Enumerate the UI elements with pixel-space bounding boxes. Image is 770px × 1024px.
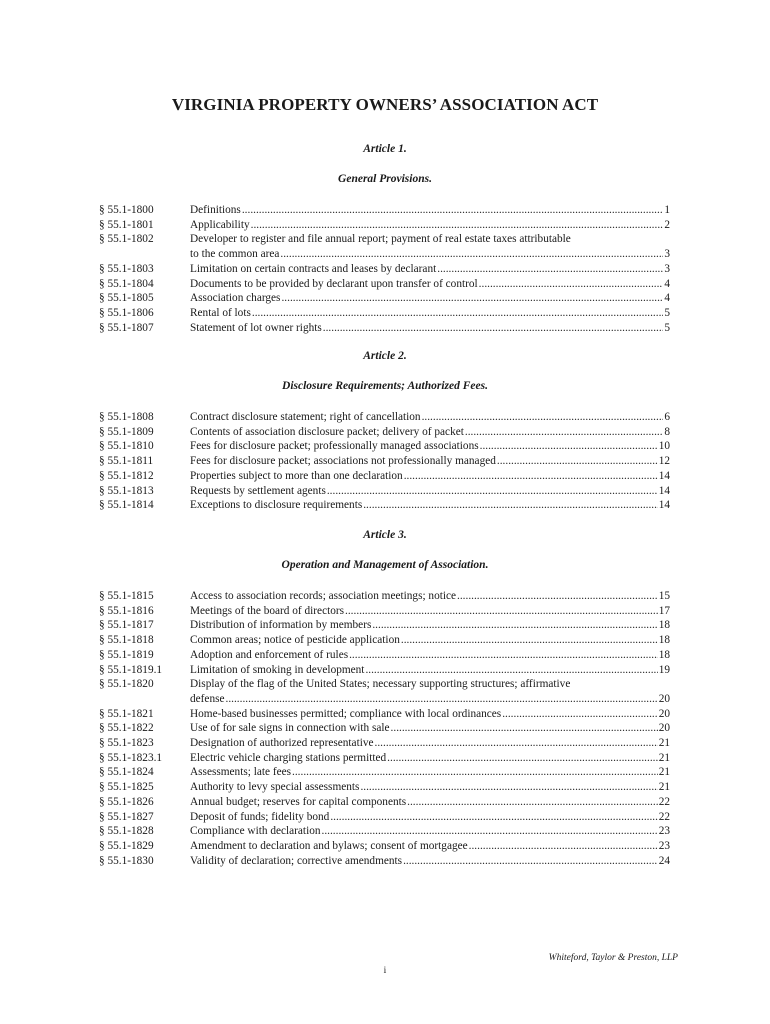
toc-entry-body [190, 721, 670, 736]
toc-entry-body [190, 425, 670, 440]
toc-entry-body [190, 839, 670, 854]
section-title: Requests by settlement agents [190, 484, 326, 497]
dot-leader [457, 589, 658, 604]
page-reference: 14 [658, 469, 670, 482]
section-number: § 55.1-1807 [99, 321, 154, 334]
toc-entry [0, 663, 770, 678]
section-number: § 55.1-1814 [99, 499, 154, 512]
toc-entry [0, 810, 770, 825]
page-reference: 12 [658, 455, 670, 468]
section-title: Use of for sale signs in connection with sale [190, 722, 390, 735]
toc-line [190, 425, 670, 440]
toc-entry [0, 604, 770, 619]
section-number: § 55.1-1809 [99, 425, 154, 438]
section-number: § 55.1-1803 [99, 262, 154, 275]
toc-line [190, 484, 670, 499]
section-title: Distribution of information by members [190, 619, 372, 632]
toc-line [190, 824, 670, 839]
section-title: Exceptions to disclosure requirements [190, 499, 363, 512]
section-title: Adoption and enforcement of rules [190, 648, 349, 661]
page-reference: 6 [664, 411, 670, 423]
toc-line [190, 692, 670, 707]
toc-entry-body [190, 780, 670, 795]
toc-line [190, 321, 670, 336]
page-reference: 21 [658, 766, 670, 779]
toc-entry [0, 321, 770, 336]
article-2 [0, 350, 770, 513]
toc-line [190, 262, 670, 277]
toc-entry-body [190, 824, 670, 839]
toc-entry-body [190, 410, 670, 425]
section-title-continued: defense [190, 692, 225, 705]
toc-line [190, 589, 670, 604]
toc-line [190, 751, 670, 766]
toc-entry [0, 425, 770, 440]
section-title: Applicability [190, 218, 250, 231]
page-reference: 22 [658, 795, 670, 808]
toc-line [190, 247, 670, 262]
article-subtitle: Operation and Management of Association. [281, 559, 489, 571]
dot-leader [327, 484, 658, 499]
toc-entry-body [190, 306, 670, 321]
dot-leader [479, 277, 664, 292]
dot-leader [375, 736, 658, 751]
section-title: Statement of lot owner rights [190, 321, 322, 334]
dot-leader [330, 810, 657, 825]
toc-entry-body [190, 795, 670, 810]
toc-entry-body [190, 203, 670, 218]
toc-entry-body [190, 633, 670, 648]
dot-leader [404, 469, 658, 484]
toc-entry [0, 707, 770, 722]
section-title: Electric vehicle charging stations permitted [190, 751, 387, 764]
section-title: Validity of declaration; corrective amendments [190, 854, 403, 867]
dot-leader [465, 425, 663, 440]
dot-leader [407, 795, 658, 810]
toc-entry [0, 454, 770, 469]
toc-line [190, 454, 670, 469]
toc-entry [0, 306, 770, 321]
section-number: § 55.1-1825 [99, 781, 154, 794]
page-reference: 22 [658, 810, 670, 823]
article-heading: Article 1. [363, 143, 407, 155]
section-title: Assessments; late fees [190, 766, 292, 779]
section-number: § 55.1-1824 [99, 766, 154, 779]
section-title: Annual budget; reserves for capital components [190, 795, 407, 808]
section-title: Contract disclosure statement; right of cancellation [190, 411, 421, 423]
section-number: § 55.1-1828 [99, 825, 154, 838]
dot-leader [345, 604, 658, 619]
toc-entry-body [190, 232, 670, 261]
section-number: § 55.1-1800 [99, 204, 154, 216]
toc-line [190, 707, 670, 722]
page-reference: 21 [658, 781, 670, 794]
toc-entry-body [190, 498, 670, 513]
section-number: § 55.1-1801 [99, 218, 154, 231]
section-number: § 55.1-1829 [99, 839, 154, 852]
toc-entry [0, 677, 770, 706]
dot-leader [365, 663, 657, 678]
section-number: § 55.1-1805 [99, 292, 154, 305]
article-heading: Article 3. [363, 529, 407, 541]
section-number: § 55.1-1804 [99, 277, 154, 290]
toc-entry-body [190, 663, 670, 678]
section-title: Access to association records; association meetings; notice [190, 590, 457, 602]
page-reference: 24 [658, 854, 670, 867]
toc-entry [0, 765, 770, 780]
page-reference: 23 [658, 825, 670, 838]
section-title: Documents to be provided by declarant upon transfer of control [190, 277, 478, 290]
page-reference: 23 [658, 839, 670, 852]
section-title: Display of the flag of the United States; necessary supporting structures; affirmative [190, 678, 571, 691]
page-reference: 15 [658, 590, 670, 602]
toc-line [190, 618, 670, 633]
toc-line [190, 469, 670, 484]
section-number: § 55.1-1821 [99, 707, 154, 720]
toc-line [190, 721, 670, 736]
dot-leader [242, 203, 664, 218]
toc-entry-body [190, 854, 670, 869]
document-title: VIRGINIA PROPERTY OWNERS’ ASSOCIATION ACT [171, 95, 599, 114]
dot-leader [403, 854, 658, 869]
toc-entry-body [190, 765, 670, 780]
toc-entry [0, 232, 770, 261]
section-number: § 55.1-1811 [99, 455, 154, 468]
toc-line [190, 736, 670, 751]
page-reference: 2 [664, 218, 670, 231]
section-title: Rental of lots [190, 306, 251, 319]
dot-leader [437, 262, 663, 277]
section-title: Compliance with declaration [190, 825, 321, 838]
section-title: Fees for disclosure packet; professionally managed associations [190, 440, 479, 453]
toc-line [190, 780, 670, 795]
toc-entry-body [190, 810, 670, 825]
toc-line [190, 439, 670, 454]
page-reference: 5 [664, 306, 670, 319]
page-reference: 21 [658, 751, 670, 764]
section-number: § 55.1-1808 [99, 411, 154, 423]
footer-firm-name: Whiteford, Taylor & Preston, LLP [548, 953, 678, 963]
section-number: § 55.1-1806 [99, 306, 154, 319]
toc-entry-body [190, 469, 670, 484]
toc-entry [0, 291, 770, 306]
dot-leader [372, 618, 657, 633]
toc-list [0, 410, 770, 513]
section-title: Amendment to declaration and bylaws; consent of mortgagee [190, 839, 468, 852]
page-reference: 20 [658, 722, 670, 735]
section-title: Association charges [190, 292, 281, 305]
toc-entry [0, 618, 770, 633]
article-3 [0, 529, 770, 868]
toc-entry-body [190, 707, 670, 722]
toc-entry-body [190, 277, 670, 292]
dot-leader [497, 454, 658, 469]
toc-line [190, 498, 670, 513]
section-number: § 55.1-1826 [99, 795, 154, 808]
dot-leader [292, 765, 658, 780]
dot-leader [363, 498, 657, 513]
toc-line [190, 410, 670, 425]
page-reference: 1 [664, 204, 670, 216]
article-heading: Article 2. [363, 350, 407, 362]
footer-page-number: i [383, 966, 387, 976]
section-number: § 55.1-1823.1 [99, 751, 163, 764]
section-number: § 55.1-1816 [99, 604, 154, 617]
section-title: Contents of association disclosure packet; delivery of packet [190, 425, 464, 438]
page-reference: 8 [664, 425, 670, 438]
page-reference: 17 [658, 604, 670, 617]
section-number: § 55.1-1822 [99, 722, 154, 735]
dot-leader [280, 247, 663, 262]
toc-line [190, 810, 670, 825]
toc-line [190, 854, 670, 869]
section-number: § 55.1-1815 [99, 590, 154, 602]
section-title: Authority to levy special assessments [190, 781, 360, 794]
page-reference: 3 [664, 248, 670, 261]
page-reference: 4 [664, 277, 670, 290]
toc-line [190, 795, 670, 810]
dot-leader [322, 824, 658, 839]
toc-line [190, 648, 670, 663]
toc-line [190, 633, 670, 648]
toc-line [190, 306, 670, 321]
section-title: Definitions [190, 204, 241, 216]
section-title: Limitation on certain contracts and leases by declarant [190, 262, 437, 275]
page-reference: 5 [664, 321, 670, 334]
toc-entry-body [190, 291, 670, 306]
toc-entry [0, 410, 770, 425]
toc-entry [0, 439, 770, 454]
section-number: § 55.1-1802 [99, 233, 154, 246]
page-reference: 18 [658, 634, 670, 647]
dot-leader [502, 707, 658, 722]
dot-leader [469, 839, 658, 854]
page-reference: 4 [664, 292, 670, 305]
toc-entry [0, 780, 770, 795]
dot-leader [251, 218, 664, 233]
toc-list [0, 589, 770, 868]
section-title: Deposit of funds; fidelity bond [190, 810, 330, 823]
toc-entry [0, 839, 770, 854]
dot-leader [349, 648, 658, 663]
toc-entry [0, 469, 770, 484]
toc-entry [0, 203, 770, 218]
toc-entry [0, 498, 770, 513]
toc-line [190, 203, 670, 218]
toc-entry-body [190, 736, 670, 751]
section-title: Meetings of the board of directors [190, 604, 345, 617]
toc-entry-body [190, 751, 670, 766]
page-reference: 20 [658, 707, 670, 720]
toc-entry-body [190, 618, 670, 633]
section-title: Limitation of smoking in development [190, 663, 365, 676]
section-title: Home-based businesses permitted; compliance with local ordinances [190, 707, 502, 720]
toc-line [190, 218, 670, 233]
section-title: Developer to register and file annual report; payment of real estate taxes attributable [190, 233, 571, 246]
section-number: § 55.1-1827 [99, 810, 154, 823]
page-reference: 14 [658, 484, 670, 497]
dot-leader [360, 780, 657, 795]
toc-entry [0, 751, 770, 766]
section-number: § 55.1-1818 [99, 634, 154, 647]
article-1 [0, 143, 770, 335]
toc-list [0, 203, 770, 335]
page-reference: 18 [658, 619, 670, 632]
toc-entry [0, 589, 770, 604]
page-reference: 20 [658, 692, 670, 705]
article-subtitle: Disclosure Requirements; Authorized Fees. [282, 380, 488, 392]
section-title: Common areas; notice of pesticide application [190, 634, 400, 647]
toc-entry [0, 484, 770, 499]
toc-line [190, 604, 670, 619]
toc-entry-body [190, 484, 670, 499]
dot-leader [422, 410, 664, 425]
page-reference: 18 [658, 648, 670, 661]
dot-leader [226, 692, 658, 707]
toc-entry [0, 854, 770, 869]
section-number: § 55.1-1820 [99, 678, 154, 691]
dot-leader [323, 321, 664, 336]
dot-leader [252, 306, 663, 321]
page-reference: 21 [658, 737, 670, 750]
toc-entry [0, 736, 770, 751]
toc-entry-body [190, 218, 670, 233]
toc-entry [0, 218, 770, 233]
article-subtitle: General Provisions. [338, 173, 432, 185]
page-reference: 19 [658, 663, 670, 676]
dot-leader [480, 439, 658, 454]
section-number: § 55.1-1810 [99, 440, 154, 453]
toc-entry-body [190, 677, 670, 706]
section-number: § 55.1-1830 [99, 854, 154, 867]
toc-entry-body [190, 604, 670, 619]
toc-entry [0, 721, 770, 736]
toc-entry [0, 277, 770, 292]
dot-leader [281, 291, 663, 306]
page-reference: 3 [664, 262, 670, 275]
dot-leader [391, 721, 658, 736]
toc-line [190, 663, 670, 678]
toc-entry-body [190, 439, 670, 454]
toc-entry [0, 795, 770, 810]
page-reference: 14 [658, 499, 670, 512]
section-number: § 55.1-1819.1 [99, 663, 163, 676]
section-number: § 55.1-1812 [99, 469, 154, 482]
toc-entry [0, 648, 770, 663]
toc-entry [0, 262, 770, 277]
page-reference: 10 [658, 440, 670, 453]
toc-entry [0, 824, 770, 839]
toc-entry-body [190, 454, 670, 469]
dot-leader [401, 633, 658, 648]
section-title-continued: to the common area [190, 248, 280, 261]
section-number: § 55.1-1817 [99, 619, 154, 632]
section-number: § 55.1-1823 [99, 737, 154, 750]
toc-line [190, 839, 670, 854]
section-title: Designation of authorized representative [190, 737, 374, 750]
toc-line [190, 291, 670, 306]
toc-entry-body [190, 262, 670, 277]
toc-entry [0, 633, 770, 648]
section-title: Properties subject to more than one declaration [190, 469, 403, 482]
toc-entry-body [190, 321, 670, 336]
toc-line [190, 765, 670, 780]
toc-entry-body [190, 648, 670, 663]
section-number: § 55.1-1819 [99, 648, 154, 661]
dot-leader [387, 751, 658, 766]
toc-entry-body [190, 589, 670, 604]
section-number: § 55.1-1813 [99, 484, 154, 497]
toc-line [190, 277, 670, 292]
section-title: Fees for disclosure packet; associations not professionally managed [190, 455, 496, 468]
